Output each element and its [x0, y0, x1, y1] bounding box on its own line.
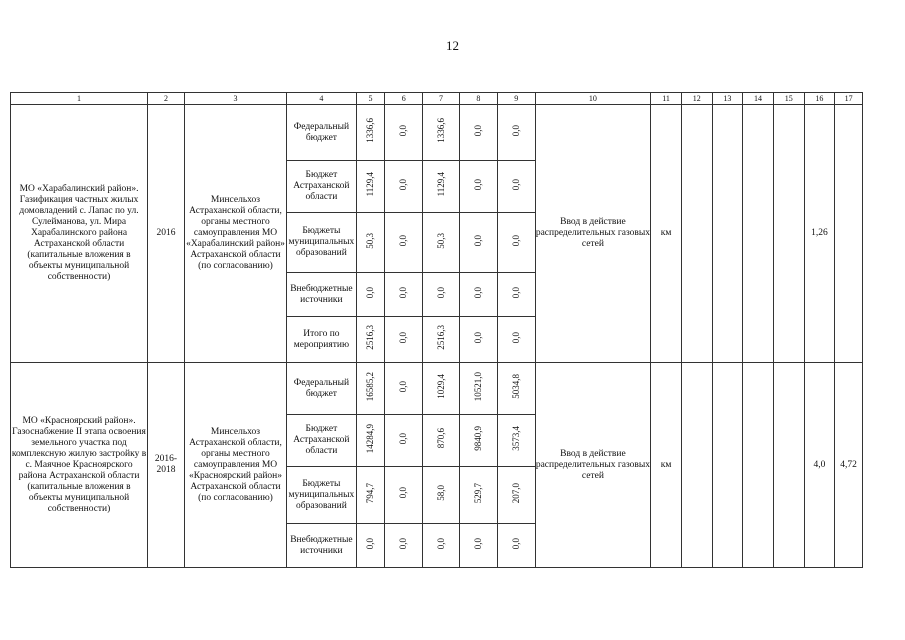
value-cell	[423, 467, 460, 524]
value-cell	[385, 415, 423, 467]
value-col-8: 9840,9	[472, 426, 483, 451]
value-cell	[356, 213, 385, 273]
header-cell: 17	[835, 93, 863, 105]
header-cell: 5	[356, 93, 385, 105]
value-cell	[497, 161, 535, 213]
value-cell	[356, 415, 385, 467]
empty-cell	[773, 363, 804, 568]
value-cell	[385, 105, 423, 161]
value-col-6: 0,0	[398, 432, 409, 445]
header-cell: 16	[804, 93, 835, 105]
funding-source: Бюджеты муниципальных образований	[287, 213, 357, 273]
value-col-6: 0,0	[398, 537, 409, 550]
header-cell: 10	[535, 93, 651, 105]
value-cell	[385, 363, 423, 415]
value-col-7: 0,0	[435, 286, 446, 299]
header-cell: 11	[651, 93, 682, 105]
header-cell: 2	[148, 93, 185, 105]
value-col-8: 0,0	[472, 124, 483, 137]
target-value-17: 4,72	[835, 363, 863, 568]
empty-cell	[743, 105, 774, 363]
value-col-5: 14284,9	[364, 423, 375, 454]
funding-source: Бюджет Астраханской области	[287, 415, 357, 467]
table-row	[11, 363, 863, 415]
value-col-5: 2516,3	[364, 325, 375, 350]
value-col-9: 0,0	[510, 178, 521, 191]
value-col-7: 0,0	[435, 537, 446, 550]
value-col-6: 0,0	[398, 487, 409, 499]
page-number: 12	[446, 38, 459, 53]
value-cell	[385, 524, 423, 568]
value-col-9: 0,0	[510, 286, 521, 299]
value-cell	[356, 467, 385, 524]
implementation-years: 2016-2018	[148, 363, 185, 568]
value-cell	[356, 524, 385, 568]
funding-source: Бюджет Астраханской области	[287, 161, 357, 213]
executor: Минсельхоз Астраханской области, органы местного самоуправления МО «Харабалинский район» Астраханской области (по согласованию)	[184, 105, 286, 363]
value-cell	[459, 467, 497, 524]
header-cell: 3	[184, 93, 286, 105]
value-col-6: 0,0	[398, 380, 409, 393]
value-col-9: 0,0	[510, 124, 521, 137]
funding-source: Итого по мероприятию	[287, 317, 357, 363]
header-cell: 1	[11, 93, 148, 105]
value-col-6: 0,0	[398, 331, 409, 344]
value-cell	[356, 363, 385, 415]
empty-cell	[712, 363, 743, 568]
value-col-5: 1129,4	[364, 172, 375, 197]
value-cell	[385, 161, 423, 213]
value-col-5: 794,7	[364, 482, 375, 504]
value-col-9: 0,0	[510, 234, 521, 247]
value-col-7: 1029,4	[435, 374, 446, 399]
value-col-8: 0,0	[472, 537, 483, 550]
header-cell: 7	[423, 93, 460, 105]
funding-source: Внебюджетные источники	[287, 524, 357, 568]
header-cell: 8	[459, 93, 497, 105]
value-col-9: 5034,8	[510, 374, 521, 399]
value-cell	[423, 105, 460, 161]
value-cell	[459, 524, 497, 568]
value-cell	[459, 363, 497, 415]
value-col-9: 0,0	[510, 537, 521, 550]
value-cell	[385, 317, 423, 363]
value-col-6: 0,0	[398, 234, 409, 247]
value-cell	[459, 273, 497, 317]
value-cell	[356, 273, 385, 317]
empty-cell	[743, 363, 774, 568]
value-col-5: 50,3	[364, 232, 375, 249]
value-cell	[497, 273, 535, 317]
implementation-years: 2016	[148, 105, 185, 363]
value-cell	[385, 273, 423, 317]
value-cell	[385, 213, 423, 273]
value-cell	[356, 105, 385, 161]
value-cell	[497, 467, 535, 524]
value-cell	[497, 363, 535, 415]
value-col-5: 16585,2	[364, 371, 375, 402]
value-col-8: 10521,0	[472, 371, 483, 402]
value-cell	[497, 105, 535, 161]
header-cell: 13	[712, 93, 743, 105]
indicator: Ввод в действие распределительных газовых сетей	[535, 105, 651, 363]
unit: км	[651, 363, 682, 568]
target-value-17	[835, 105, 863, 363]
value-cell	[423, 363, 460, 415]
value-col-7: 2516,3	[435, 325, 446, 350]
funding-source: Федеральный бюджет	[287, 363, 357, 415]
header-cell: 15	[773, 93, 804, 105]
value-cell	[459, 161, 497, 213]
funding-source: Федеральный бюджет	[287, 105, 357, 161]
empty-cell	[773, 105, 804, 363]
target-value-16: 1,26	[804, 105, 835, 363]
value-col-8: 0,0	[472, 286, 483, 299]
value-col-7: 1129,4	[435, 172, 446, 197]
object-description: МО «Красноярский район». Газоснабжение II этапа освоения земельного участка под комплексную жилую застройку в с. Маячное Красноярского района Астраханской области (капитальные вложения в объекты муниципальной собственности)	[11, 363, 148, 568]
value-col-7: 58,0	[435, 485, 446, 501]
header-cell: 4	[287, 93, 357, 105]
empty-cell	[681, 105, 712, 363]
value-col-5: 0,0	[364, 537, 375, 550]
value-col-8: 529,7	[472, 482, 483, 504]
value-cell	[385, 467, 423, 524]
indicator: Ввод в действие распределительных газовых сетей	[535, 363, 651, 568]
value-col-7: 870,6	[435, 428, 446, 449]
header-cell: 12	[681, 93, 712, 105]
value-cell	[423, 213, 460, 273]
target-value-16: 4,0	[804, 363, 835, 568]
value-cell	[459, 415, 497, 467]
value-cell	[423, 273, 460, 317]
value-cell	[497, 317, 535, 363]
header-row	[11, 93, 863, 105]
unit: км	[651, 105, 682, 363]
value-cell	[459, 317, 497, 363]
value-col-5: 0,0	[364, 286, 375, 299]
funding-source: Внебюджетные источники	[287, 273, 357, 317]
value-cell	[356, 161, 385, 213]
header-cell: 6	[385, 93, 423, 105]
value-cell	[497, 415, 535, 467]
value-cell	[423, 524, 460, 568]
value-col-8: 0,0	[472, 178, 483, 191]
program-table	[10, 92, 863, 568]
value-cell	[497, 213, 535, 273]
executor: Минсельхоз Астраханской области, органы местного самоуправления МО «Красноярский район» Астраханской области (по согласованию)	[184, 363, 286, 568]
value-cell	[497, 524, 535, 568]
value-col-7: 1336,6	[435, 118, 446, 143]
value-col-5: 1336,6	[364, 118, 375, 143]
value-col-8: 0,0	[472, 234, 483, 247]
empty-cell	[712, 105, 743, 363]
value-col-7: 50,3	[435, 232, 446, 249]
value-col-9: 207,0	[510, 482, 521, 504]
value-cell	[423, 415, 460, 467]
value-cell	[423, 317, 460, 363]
value-cell	[459, 105, 497, 161]
value-col-9: 3573,4	[510, 426, 521, 451]
value-col-8: 0,0	[472, 331, 483, 344]
value-cell	[423, 161, 460, 213]
empty-cell	[681, 363, 712, 568]
value-cell	[356, 317, 385, 363]
value-cell	[459, 213, 497, 273]
header-cell: 9	[497, 93, 535, 105]
funding-source: Бюджеты муниципальных образований	[287, 467, 357, 524]
table-row	[11, 105, 863, 161]
value-col-9: 0,0	[510, 331, 521, 344]
value-col-6: 0,0	[398, 124, 409, 137]
header-cell: 14	[743, 93, 774, 105]
value-col-6: 0,0	[398, 286, 409, 299]
object-description: МО «Харабалинский район». Газификация частных жилых домовладений с. Лапас по ул. Сулейманова, ул. Мира Харабалинского района Астраханской области (капитальные вложения в объекты муниципальной собственности)	[11, 105, 148, 363]
value-col-6: 0,0	[398, 178, 409, 191]
